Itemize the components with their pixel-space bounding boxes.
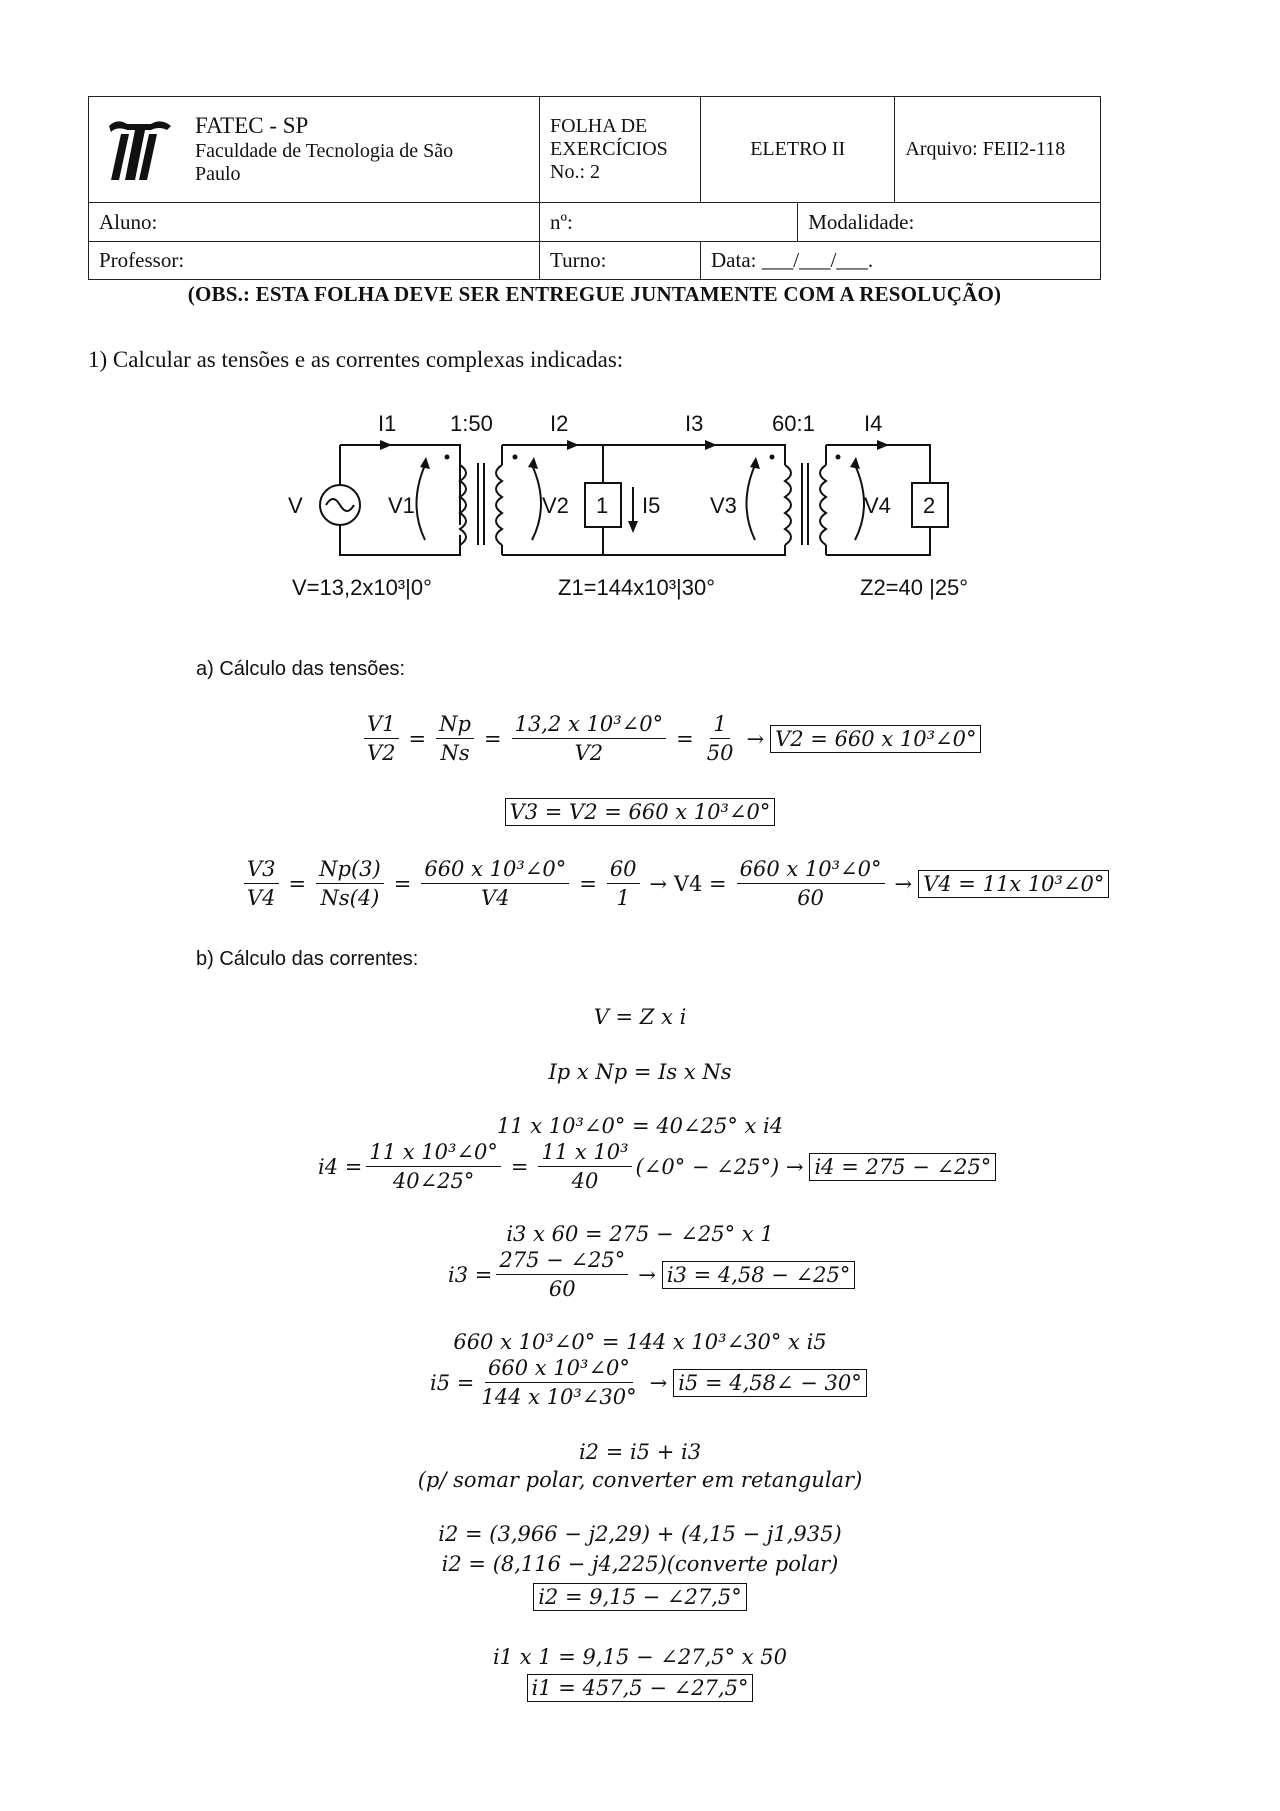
label-v4: V4: [864, 493, 891, 518]
b6-den: 60: [548, 1277, 576, 1301]
section-a-heading: a) Cálculo das tensões:: [196, 658, 406, 680]
number-label: nº:: [550, 209, 573, 234]
equation-b2: Ip x Np = Is x Ns: [548, 1060, 732, 1084]
a3-den-3: V4: [481, 886, 510, 910]
b4-tail: (∠0° − ∠25°) →: [635, 1154, 804, 1179]
equation-b14: i1 x 1 = 9,15 − ∠27,5° x 50: [492, 1645, 788, 1669]
course-cell: [701, 97, 895, 203]
label-i5: I5: [642, 493, 661, 518]
circuit-diagram: [280, 395, 1020, 615]
a3-den-4: 1: [616, 886, 630, 910]
a1-num-3: 13,2 x 10³∠0°: [512, 712, 667, 739]
notice-text: (OBS.: ESTA FOLHA DEVE SER ENTREGUE JUNTAMENTE COM A RESOLUÇÃO): [187, 282, 1002, 306]
equation-b9: i2 = i5 + i3: [578, 1440, 702, 1464]
equation-b3: 11 x 10³∠0° = 40∠25° x i4: [496, 1114, 784, 1138]
a1-num-1: V1: [364, 712, 399, 739]
equation-b7: 660 x 10³∠0° = 144 x 10³∠30° x i5: [453, 1330, 827, 1354]
equation-a3: $\frac{V3}{V4}$ = $\frac{Np(3)}{Ns(4)}$ = $\frac{\text{660 x 10³∠0°}}{V4}$ = $\frac{60}{1}$ → V4 = $\frac{\text{660 x 10³∠0°}}{60}$ → V4 = 11x 10³∠0°: [240, 857, 1109, 910]
b13-result: i2 = 9,15 − ∠27,5°: [533, 1583, 747, 1611]
a2-result: V3 = V2 = 660 x 10³∠0°: [505, 798, 776, 826]
a3-den-5: 60: [797, 886, 824, 910]
label-load-1: 1: [596, 493, 609, 518]
modality-cell: [798, 203, 1101, 242]
shift-cell: [540, 242, 701, 280]
a3-den-2: Ns(4): [320, 886, 380, 910]
student-cell: [89, 203, 540, 242]
sheet-cell: [540, 97, 701, 203]
a1-den-2: Ns: [440, 741, 470, 765]
a1-result: V2 = 660 x 10³∠0°: [770, 725, 981, 753]
equation-b1: V = Z x i: [593, 1005, 687, 1029]
date-cell: [701, 242, 1101, 280]
number-cell: [540, 203, 798, 242]
a3-num-1: V3: [244, 857, 279, 884]
equation-b11: i2 = (3,966 − j2,29) + (4,15 − j1,935): [438, 1522, 842, 1546]
header-table: [88, 96, 1101, 280]
label-ratio-2: 60:1: [772, 411, 815, 436]
equation-b10: (p/ somar polar, converter em retangular): [417, 1468, 863, 1492]
a3-num-5: 660 x 10³∠0°: [737, 857, 885, 884]
label-v-source: V=13,2x10³|0°: [292, 575, 432, 600]
label-ratio-1: 1:50: [450, 411, 493, 436]
date-label: Data: ___/___/___.: [711, 248, 874, 272]
a3-num-2: Np(3): [316, 857, 384, 884]
file-cell: [895, 97, 1101, 203]
institution-name: FATEC - SP: [195, 113, 309, 139]
student-label: Aluno:: [99, 209, 158, 234]
institution-cell: [89, 97, 540, 203]
equation-a1: $\frac{V1}{V2}$ = $\frac{Np}{Ns}$ = $\frac{\text{13,2 x 10³∠0°}}{V2}$ = $\frac{1}{50}$ → V2 = 660 x 10³∠0°: [360, 712, 981, 765]
equation-b13: [0, 1585, 1280, 1609]
course-name: ELETRO II: [750, 138, 846, 160]
a3-result: V4 = 11x 10³∠0°: [918, 870, 1109, 898]
b8-den: 144 x 10³∠30°: [481, 1385, 637, 1409]
file-label: Arquivo: FEII2-118: [905, 138, 1066, 160]
label-i2: I2: [550, 411, 569, 436]
a3-num-4: 60: [607, 857, 640, 884]
b4-num-1: 11 x 10³∠0°: [366, 1140, 501, 1167]
b6-result: i3 = 4,58 − ∠25°: [662, 1261, 856, 1289]
fatec-logo-icon: [99, 114, 177, 186]
label-v3: V3: [710, 493, 737, 518]
b4-num-2: 11 x 10³: [538, 1140, 631, 1167]
equation-b4: i4 = $\frac{\text{11 x 10³∠0°}}{40\angle 25^\circ}$ = $\frac{\text{11 x 10³}}{40}$ (∠0° − ∠25°) → i4 = 275 − ∠25°: [318, 1140, 996, 1193]
sheet-number: No.: 2: [550, 161, 600, 183]
a1-num-2: Np: [436, 712, 474, 739]
question-text: 1) Calcular as tensões e as correntes complexas indicadas:: [88, 347, 624, 372]
b4-result: i4 = 275 − ∠25°: [809, 1153, 996, 1181]
institution-full-1: Faculdade de Tecnologia de São: [195, 139, 454, 162]
label-i4: I4: [864, 411, 883, 436]
a3-mid: → V4 =: [649, 871, 727, 896]
equation-b6: i3 = $\frac{275 - \angle 25^\circ}{60}$ → i3 = 4,58 − ∠25°: [448, 1248, 855, 1301]
b8-result: i5 = 4,58∠ − 30°: [673, 1369, 867, 1397]
label-i3: I3: [685, 411, 704, 436]
professor-cell: [89, 242, 540, 280]
label-v2: V2: [542, 493, 569, 518]
equation-b5: i3 x 60 = 275 − ∠25° x 1: [506, 1222, 774, 1246]
professor-label: Professor:: [99, 248, 185, 272]
modality-label: Modalidade:: [808, 209, 915, 234]
label-v: V: [288, 493, 303, 518]
b6-num: 275 − ∠25°: [496, 1248, 628, 1275]
b4-den-1: 40∠25°: [392, 1169, 475, 1193]
a1-num-4: 1: [710, 712, 729, 739]
label-load-2: 2: [923, 493, 936, 518]
equation-b15: [0, 1676, 1280, 1700]
b8-num: 660 x 10³∠0°: [485, 1356, 633, 1383]
shift-label: Turno:: [550, 248, 607, 272]
b15-result: i1 = 457,5 − ∠27,5°: [527, 1674, 754, 1702]
a1-den-1: V2: [367, 741, 396, 765]
b4-lhs: i4 =: [318, 1154, 363, 1179]
label-v1: V1: [388, 493, 415, 518]
a1-den-3: V2: [574, 741, 604, 765]
sheet-label-2: EXERCÍCIOS: [550, 138, 668, 160]
label-z2: Z2=40 |25°: [860, 575, 969, 600]
institution-full-2: Paulo: [195, 162, 241, 185]
b8-lhs: i5 =: [430, 1370, 475, 1395]
a3-den-1: V4: [247, 886, 276, 910]
b4-den-2: 40: [571, 1169, 599, 1193]
a3-num-3: 660 x 10³∠0°: [421, 857, 569, 884]
equation-a2: [0, 800, 1280, 824]
label-i1: I1: [378, 411, 397, 436]
sheet-label-1: FOLHA DE: [550, 115, 648, 137]
label-z1: Z1=144x10³|30°: [558, 575, 716, 600]
a1-den-4: 50: [706, 741, 734, 765]
equation-b8: i5 = $\frac{\text{660 x 10³∠0°}}{\text{144 x 10³∠30°}}$ → i5 = 4,58∠ − 30°: [430, 1356, 867, 1409]
equation-b12: i2 = (8,116 − j4,225)(converte polar): [441, 1552, 839, 1576]
section-b-heading: b) Cálculo das correntes:: [196, 948, 419, 970]
b6-lhs: i3 =: [448, 1262, 493, 1287]
